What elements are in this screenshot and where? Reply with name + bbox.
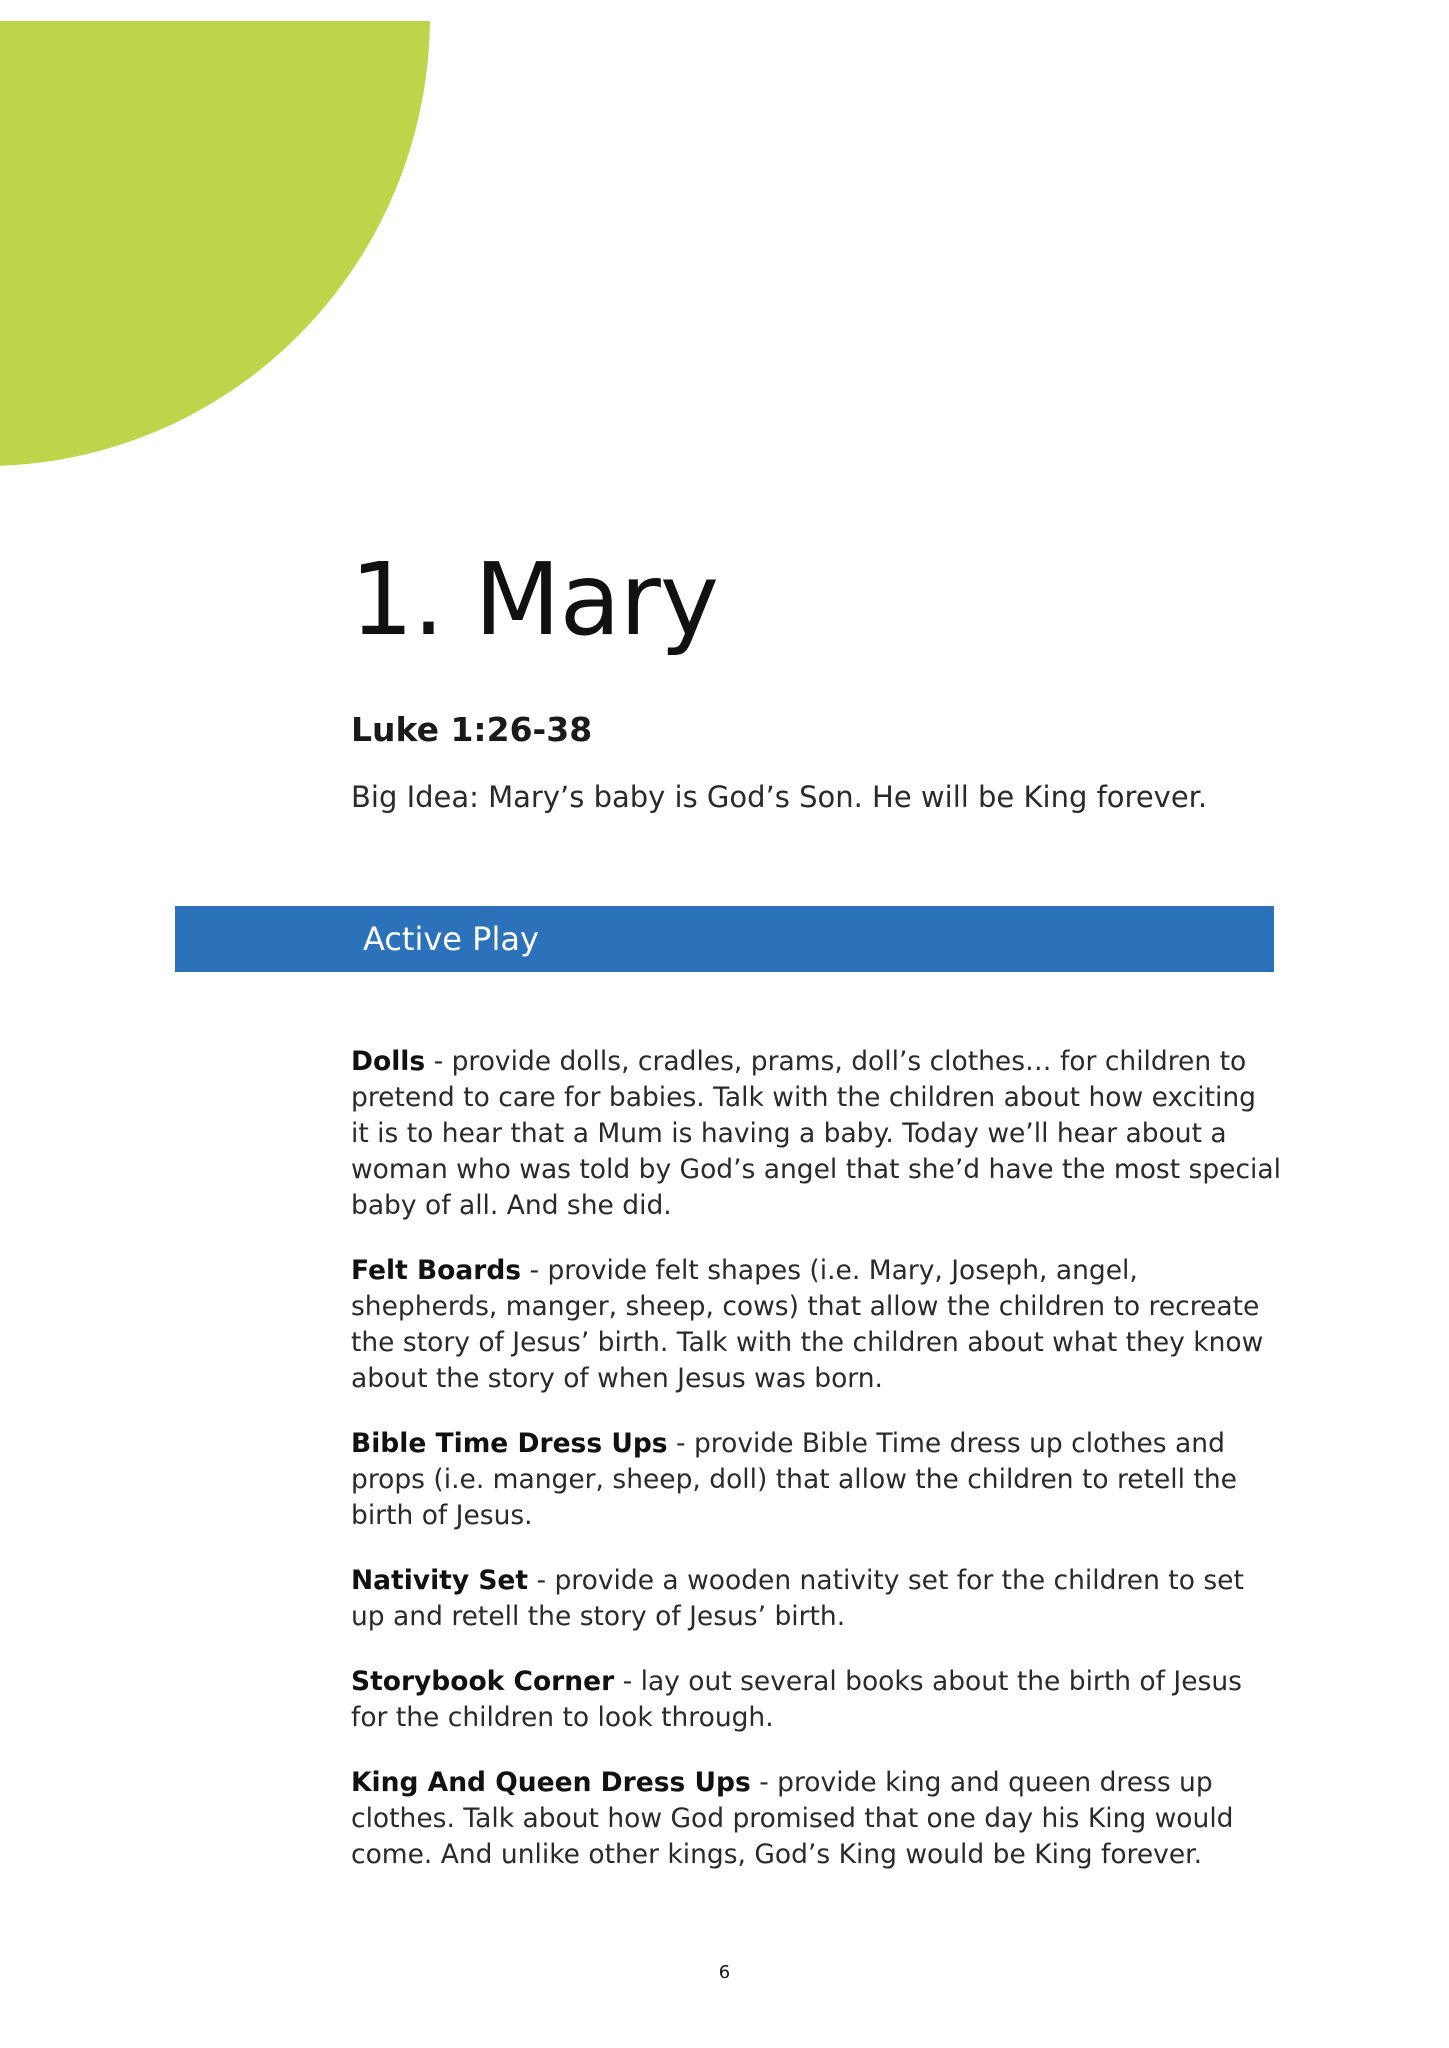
activity-list	[351, 1044, 1281, 1902]
top-margin-strip	[0, 0, 1449, 21]
activity-description: - lay out several books about the birth of Jesus for the children to look through.	[351, 1666, 1242, 1733]
activity-description: - provide felt shapes (i.e. Mary, Joseph, angel, shepherds, manger, sheep, cows) that allow the children to recreate the story of Jesus’ birth. Talk with the children about what they know about the story of when Jesus was born.	[351, 1255, 1264, 1394]
activity-name: Nativity Set	[351, 1565, 529, 1596]
activity-name: Dolls	[351, 1046, 426, 1077]
page-number: 6	[718, 1962, 731, 1983]
activity-storybook-corner	[351, 1664, 1281, 1736]
bible-reference: Luke 1:26-38	[351, 710, 593, 749]
activity-bible-time-dress-ups	[351, 1426, 1281, 1534]
activity-dolls	[351, 1044, 1281, 1224]
activity-name: Felt Boards	[351, 1255, 522, 1286]
activity-description: - provide king and queen dress up clothes. Talk about how God promised that one day his King would come. And unlike other kings, God’s King would be King forever.	[351, 1767, 1234, 1870]
activity-name: Bible Time Dress Ups	[351, 1428, 668, 1459]
activity-nativity-set	[351, 1563, 1281, 1635]
section-header-bar	[175, 906, 1274, 972]
activity-king-and-queen-dress-ups	[351, 1765, 1281, 1873]
activity-description: - provide Bible Time dress up clothes and props (i.e. manger, sheep, doll) that allow the children to retell the birth of Jesus.	[351, 1428, 1237, 1531]
activity-description: - provide dolls, cradles, prams, doll’s clothes… for children to pretend to care for babies. Talk with the children about how exciting it is to hear that a Mum is having a baby. Today we’ll hear about a woman who was told by God’s angel that she’d have the most special baby of all. And she did.	[351, 1046, 1281, 1221]
activity-name: Storybook Corner	[351, 1666, 615, 1697]
big-idea: Big Idea: Mary’s baby is God’s Son. He will be King forever.	[351, 780, 1208, 814]
section-title: Active Play	[363, 920, 539, 958]
page-title: 1. Mary	[350, 541, 719, 658]
activity-description: - provide a wooden nativity set for the children to set up and retell the story of Jesus’ birth.	[351, 1565, 1244, 1632]
decorative-green-circle	[0, 0, 430, 466]
activity-name: King And Queen Dress Ups	[351, 1767, 751, 1798]
activity-felt-boards	[351, 1253, 1281, 1397]
